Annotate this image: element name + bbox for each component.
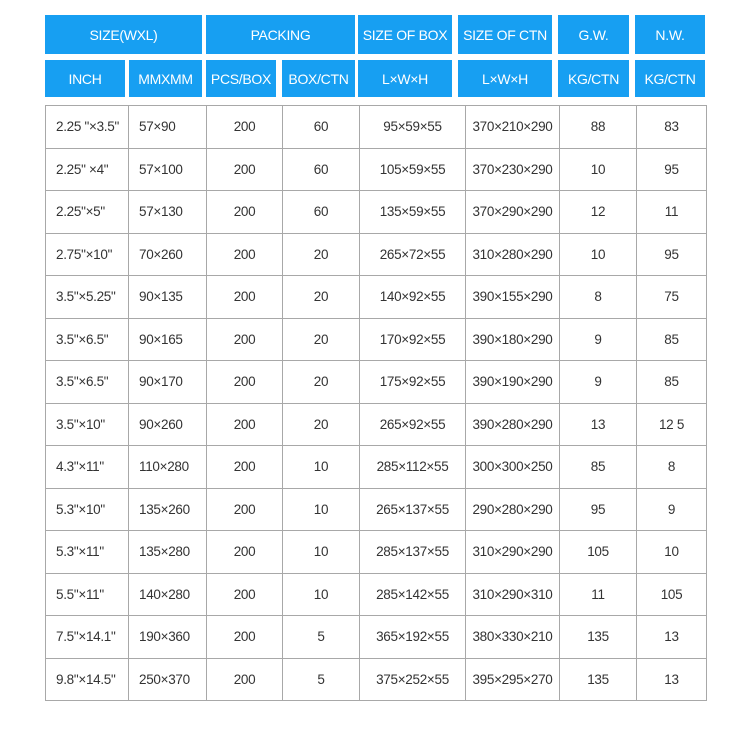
table-row — [46, 616, 707, 659]
cell-nw: 13 — [637, 616, 707, 659]
cell-pcs-box: 200 — [207, 403, 283, 446]
cell-mm: 140×280 — [129, 573, 207, 616]
cell-nw: 85 — [637, 318, 707, 361]
cell-box-ctn: 20 — [283, 361, 360, 404]
cell-pcs-box: 200 — [207, 233, 283, 276]
cell-ctn-size: 390×190×290 — [466, 361, 560, 404]
cell-ctn-size: 370×230×290 — [466, 148, 560, 191]
cell-pcs-box: 200 — [207, 446, 283, 489]
table-row — [46, 276, 707, 319]
cell-box-size: 175×92×55 — [360, 361, 466, 404]
header-nw: N.W. — [635, 15, 705, 54]
cell-ctn-size: 390×180×290 — [466, 318, 560, 361]
cell-box-size: 285×112×55 — [360, 446, 466, 489]
cell-pcs-box: 200 — [207, 148, 283, 191]
table-row — [46, 446, 707, 489]
cell-inch: 5.5"×11" — [46, 573, 129, 616]
cell-pcs-box: 200 — [207, 658, 283, 701]
cell-pcs-box: 200 — [207, 318, 283, 361]
table-row — [46, 361, 707, 404]
cell-ctn-size: 310×290×310 — [466, 573, 560, 616]
cell-box-ctn: 60 — [283, 106, 360, 149]
cell-nw: 95 — [637, 233, 707, 276]
cell-ctn-size: 390×155×290 — [466, 276, 560, 319]
cell-mm: 135×280 — [129, 531, 207, 574]
cell-ctn-size: 395×295×270 — [466, 658, 560, 701]
cell-inch: 3.5"×6.5" — [46, 318, 129, 361]
cell-mm: 110×280 — [129, 446, 207, 489]
cell-inch: 7.5"×14.1" — [46, 616, 129, 659]
cell-gw: 13 — [560, 403, 637, 446]
table-row — [46, 658, 707, 701]
header-inch: INCH — [45, 60, 125, 97]
cell-inch: 3.5"×5.25" — [46, 276, 129, 319]
cell-gw: 85 — [560, 446, 637, 489]
cell-mm: 57×100 — [129, 148, 207, 191]
cell-box-size: 265×72×55 — [360, 233, 466, 276]
cell-box-size: 105×59×55 — [360, 148, 466, 191]
cell-ctn-size: 310×290×290 — [466, 531, 560, 574]
cell-pcs-box: 200 — [207, 276, 283, 319]
cell-gw: 9 — [560, 361, 637, 404]
table-row — [46, 318, 707, 361]
header-size-of-box: SIZE OF BOX — [358, 15, 452, 54]
header-mm: MMXMM — [129, 60, 202, 97]
cell-inch: 3.5"×6.5" — [46, 361, 129, 404]
cell-nw: 85 — [637, 361, 707, 404]
header-packing: PACKING — [206, 15, 355, 54]
cell-inch: 9.8"×14.5" — [46, 658, 129, 701]
header-size: SIZE(WXL) — [45, 15, 202, 54]
header-box-dims: L×W×H — [358, 60, 452, 97]
cell-pcs-box: 200 — [207, 616, 283, 659]
cell-pcs-box: 200 — [207, 106, 283, 149]
cell-mm: 90×170 — [129, 361, 207, 404]
cell-box-ctn: 60 — [283, 191, 360, 234]
cell-gw: 88 — [560, 106, 637, 149]
cell-box-ctn: 5 — [283, 658, 360, 701]
cell-box-size: 285×137×55 — [360, 531, 466, 574]
table-row — [46, 403, 707, 446]
cell-box-ctn: 10 — [283, 531, 360, 574]
cell-mm: 190×360 — [129, 616, 207, 659]
cell-ctn-size: 370×290×290 — [466, 191, 560, 234]
cell-mm: 90×135 — [129, 276, 207, 319]
header-size-of-ctn: SIZE OF CTN — [458, 15, 552, 54]
cell-ctn-size: 290×280×290 — [466, 488, 560, 531]
cell-box-size: 265×137×55 — [360, 488, 466, 531]
cell-gw: 12 — [560, 191, 637, 234]
header-nw-unit: KG/CTN — [635, 60, 705, 97]
cell-box-ctn: 10 — [283, 446, 360, 489]
cell-box-ctn: 5 — [283, 616, 360, 659]
cell-mm: 135×260 — [129, 488, 207, 531]
cell-mm: 90×165 — [129, 318, 207, 361]
cell-nw: 11 — [637, 191, 707, 234]
cell-pcs-box: 200 — [207, 573, 283, 616]
cell-inch: 5.3"×10" — [46, 488, 129, 531]
spec-table — [45, 105, 707, 701]
header-ctn-dims: L×W×H — [458, 60, 552, 97]
cell-ctn-size: 310×280×290 — [466, 233, 560, 276]
cell-mm: 57×130 — [129, 191, 207, 234]
cell-gw: 10 — [560, 148, 637, 191]
header-gw-unit: KG/CTN — [558, 60, 629, 97]
cell-box-size: 285×142×55 — [360, 573, 466, 616]
table-row — [46, 191, 707, 234]
cell-ctn-size: 300×300×250 — [466, 446, 560, 489]
table-row — [46, 148, 707, 191]
table-row — [46, 488, 707, 531]
cell-ctn-size: 380×330×210 — [466, 616, 560, 659]
cell-box-ctn: 20 — [283, 233, 360, 276]
table-row — [46, 233, 707, 276]
cell-nw: 12 5 — [637, 403, 707, 446]
table-row — [46, 573, 707, 616]
cell-box-size: 265×92×55 — [360, 403, 466, 446]
cell-inch: 2.25" ×4" — [46, 148, 129, 191]
cell-inch: 5.3"×11" — [46, 531, 129, 574]
cell-nw: 10 — [637, 531, 707, 574]
cell-box-size: 95×59×55 — [360, 106, 466, 149]
cell-inch: 2.25 "×3.5" — [46, 106, 129, 149]
cell-ctn-size: 390×280×290 — [466, 403, 560, 446]
cell-mm: 90×260 — [129, 403, 207, 446]
cell-box-ctn: 10 — [283, 573, 360, 616]
cell-nw: 8 — [637, 446, 707, 489]
cell-nw: 105 — [637, 573, 707, 616]
cell-box-ctn: 20 — [283, 276, 360, 319]
cell-pcs-box: 200 — [207, 361, 283, 404]
cell-box-size: 140×92×55 — [360, 276, 466, 319]
cell-nw: 9 — [637, 488, 707, 531]
cell-gw: 8 — [560, 276, 637, 319]
table-row — [46, 106, 707, 149]
header-box-ctn: BOX/CTN — [282, 60, 355, 97]
cell-box-size: 375×252×55 — [360, 658, 466, 701]
cell-pcs-box: 200 — [207, 191, 283, 234]
cell-box-size: 170×92×55 — [360, 318, 466, 361]
cell-gw: 9 — [560, 318, 637, 361]
cell-box-size: 135×59×55 — [360, 191, 466, 234]
cell-gw: 95 — [560, 488, 637, 531]
cell-box-ctn: 20 — [283, 403, 360, 446]
cell-gw: 135 — [560, 616, 637, 659]
cell-pcs-box: 200 — [207, 488, 283, 531]
header-pcs-box: PCS/BOX — [206, 60, 276, 97]
cell-gw: 10 — [560, 233, 637, 276]
cell-box-size: 365×192×55 — [360, 616, 466, 659]
cell-inch: 3.5"×10" — [46, 403, 129, 446]
cell-nw: 75 — [637, 276, 707, 319]
cell-inch: 4.3"×11" — [46, 446, 129, 489]
cell-nw: 95 — [637, 148, 707, 191]
cell-mm: 70×260 — [129, 233, 207, 276]
cell-ctn-size: 370×210×290 — [466, 106, 560, 149]
cell-mm: 250×370 — [129, 658, 207, 701]
cell-pcs-box: 200 — [207, 531, 283, 574]
cell-gw: 105 — [560, 531, 637, 574]
cell-inch: 2.75"×10" — [46, 233, 129, 276]
cell-inch: 2.25"×5" — [46, 191, 129, 234]
header-gw: G.W. — [558, 15, 629, 54]
cell-gw: 11 — [560, 573, 637, 616]
cell-nw: 13 — [637, 658, 707, 701]
cell-box-ctn: 20 — [283, 318, 360, 361]
cell-box-ctn: 60 — [283, 148, 360, 191]
cell-gw: 135 — [560, 658, 637, 701]
cell-mm: 57×90 — [129, 106, 207, 149]
cell-nw: 83 — [637, 106, 707, 149]
table-row — [46, 531, 707, 574]
cell-box-ctn: 10 — [283, 488, 360, 531]
